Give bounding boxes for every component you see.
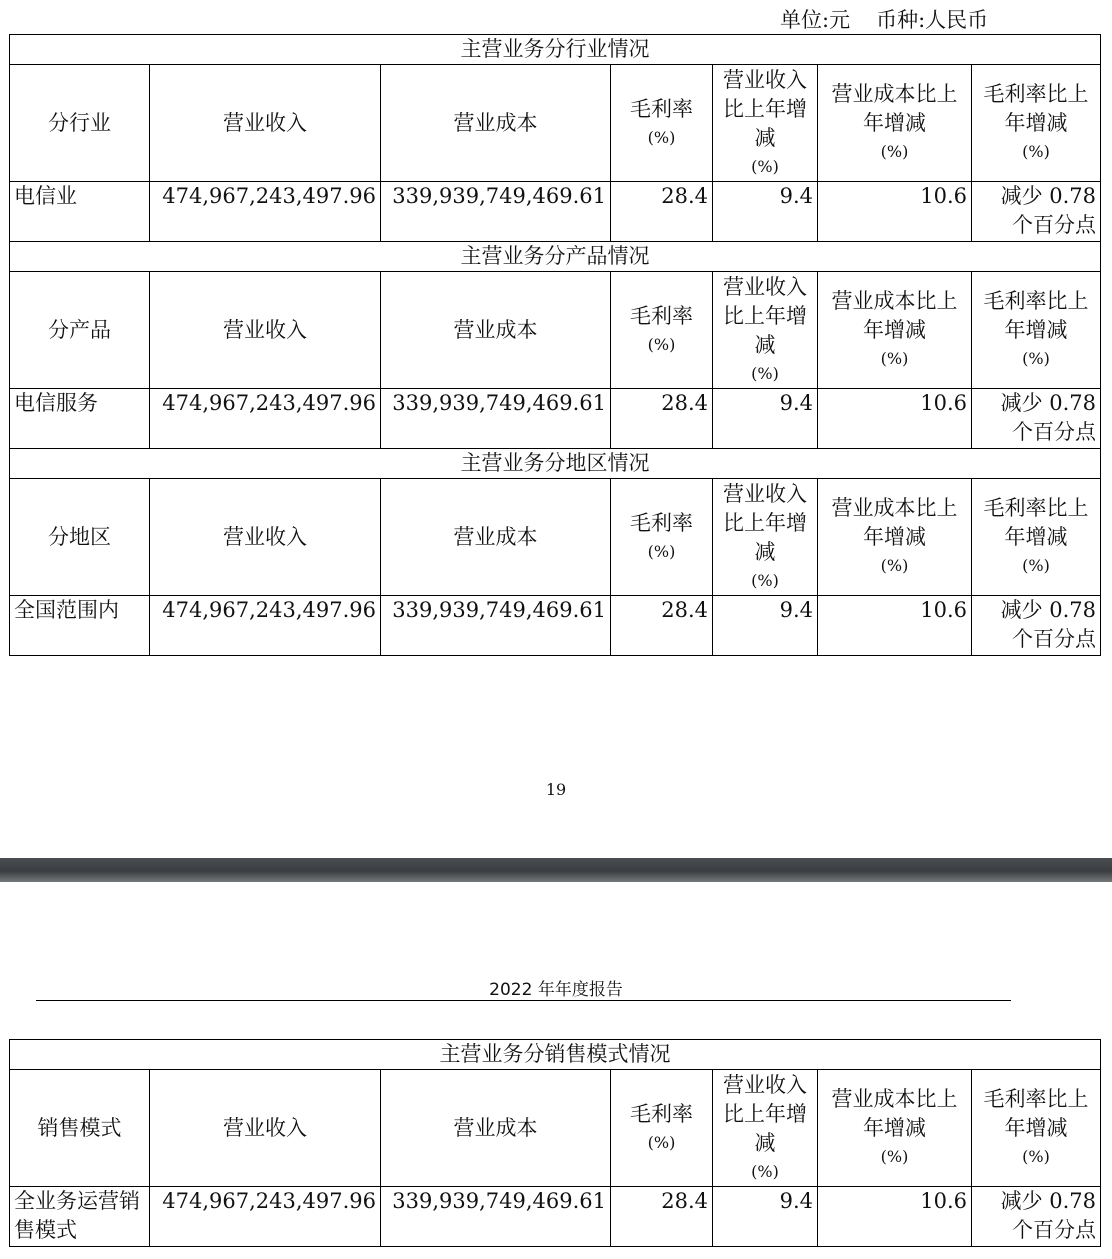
- page-number: 19: [545, 780, 567, 799]
- margin-header: [611, 479, 713, 596]
- header-row: [10, 1070, 1101, 1187]
- unit-label: 单位:元: [780, 8, 851, 32]
- rev-change-value: 9.4: [713, 182, 818, 242]
- header-rule: [36, 1000, 1011, 1001]
- rev-change-value: 9.4: [713, 1187, 818, 1247]
- margin-change-header: [972, 65, 1101, 182]
- cost-change-value: 10.6: [818, 389, 972, 449]
- margin-change-header-label: 毛利率比上年增减: [983, 496, 1089, 549]
- margin-change-header: [972, 479, 1101, 596]
- page-divider: [0, 858, 1112, 882]
- cost-value: 339,939,749,469.61: [381, 1187, 611, 1247]
- table-row: [10, 596, 1101, 656]
- margin-change-header-unit: (%): [1022, 142, 1050, 161]
- revenue-header: 营业收入: [150, 272, 381, 389]
- margin-change-value: 减少 0.78 个百分点: [972, 182, 1101, 242]
- cost-change-header-unit: (%): [880, 349, 909, 368]
- rev-change-header-label: 营业收入比上年增减: [723, 67, 807, 150]
- margin-header-label: 毛利率: [630, 96, 693, 121]
- margin-value: 28.4: [611, 1187, 713, 1247]
- rev-change-header: [713, 1070, 818, 1187]
- rev-change-header-label: 营业收入比上年增减: [723, 1072, 807, 1155]
- header-row: [10, 272, 1101, 389]
- rev-change-header-unit: (%): [751, 363, 779, 383]
- rev-change-header: [713, 65, 818, 182]
- cost-change-header: [818, 65, 972, 182]
- row-name: 电信服务: [10, 389, 150, 449]
- margin-change-value: 减少 0.78 个百分点: [972, 1187, 1101, 1247]
- cost-change-header-unit: (%): [880, 142, 909, 161]
- margin-header-label: 毛利率: [630, 1101, 693, 1126]
- rev-change-value: 9.4: [713, 596, 818, 656]
- rev-change-header-label: 营业收入比上年增减: [723, 274, 807, 357]
- cost-change-value: 10.6: [818, 596, 972, 656]
- margin-change-header-label: 毛利率比上年增减: [983, 82, 1089, 135]
- margin-header-label: 毛利率: [630, 510, 693, 535]
- rev-change-header: [713, 272, 818, 389]
- cost-change-header-unit: (%): [880, 1147, 909, 1166]
- rev-change-header-unit: (%): [751, 156, 779, 176]
- cost-header: 营业成本: [381, 1070, 611, 1187]
- cost-header: 营业成本: [381, 479, 611, 596]
- cost-change-header-label: 营业成本比上年增减: [831, 289, 958, 342]
- row-name: 全国范围内: [10, 596, 150, 656]
- margin-header-label: 毛利率: [630, 303, 693, 328]
- revenue-value: 474,967,243,497.96: [150, 596, 381, 656]
- cost-change-header: [818, 272, 972, 389]
- margin-change-header: [972, 272, 1101, 389]
- cost-value: 339,939,749,469.61: [381, 182, 611, 242]
- cost-change-header: [818, 1070, 972, 1187]
- revenue-value: 474,967,243,497.96: [150, 1187, 381, 1247]
- table-row: [10, 389, 1101, 449]
- margin-change-header-unit: (%): [1022, 556, 1050, 575]
- margin-header-unit: (%): [647, 334, 676, 354]
- margin-value: 28.4: [611, 596, 713, 656]
- margin-change-header-unit: (%): [1022, 349, 1050, 368]
- report-title: 2022 年年度报告: [489, 980, 623, 1000]
- margin-header-unit: (%): [647, 127, 676, 147]
- margin-header-unit: (%): [647, 1132, 676, 1152]
- margin-change-header: [972, 1070, 1101, 1187]
- rev-change-header-unit: (%): [751, 1161, 779, 1181]
- rev-change-header-label: 营业收入比上年增减: [723, 481, 807, 564]
- cost-change-header-label: 营业成本比上年增减: [831, 1087, 958, 1140]
- table-row: [10, 1187, 1101, 1247]
- cost-value: 339,939,749,469.61: [381, 596, 611, 656]
- cost-change-header-label: 营业成本比上年增减: [831, 82, 958, 135]
- revenue-value: 474,967,243,497.96: [150, 182, 381, 242]
- section-title-product: 主营业务分产品情况: [10, 242, 1101, 272]
- margin-change-value: 减少 0.78 个百分点: [972, 596, 1101, 656]
- cost-header: 营业成本: [381, 65, 611, 182]
- revenue-value: 474,967,243,497.96: [150, 389, 381, 449]
- cost-change-value: 10.6: [818, 182, 972, 242]
- sales-mode-table: [9, 1039, 1101, 1247]
- margin-header-unit: (%): [647, 541, 676, 561]
- header-row: [10, 479, 1101, 596]
- margin-header: [611, 1070, 713, 1187]
- cost-value: 339,939,749,469.61: [381, 389, 611, 449]
- revenue-header: 营业收入: [150, 65, 381, 182]
- cost-header: 营业成本: [381, 272, 611, 389]
- dimension-header: 分行业: [10, 65, 150, 182]
- margin-value: 28.4: [611, 182, 713, 242]
- unit-currency-line: [780, 4, 988, 34]
- rev-change-header-unit: (%): [751, 570, 779, 590]
- row-name: 电信业: [10, 182, 150, 242]
- row-name: 全业务运营销售模式: [10, 1187, 150, 1247]
- margin-change-header-unit: (%): [1022, 1147, 1050, 1166]
- rev-change-header: [713, 479, 818, 596]
- currency-label: 币种:人民币: [876, 8, 989, 32]
- revenue-header: 营业收入: [150, 479, 381, 596]
- section-title-region: 主营业务分地区情况: [10, 449, 1101, 479]
- cost-change-header-label: 营业成本比上年增减: [831, 496, 958, 549]
- dimension-header: 销售模式: [10, 1070, 150, 1187]
- header-row: [10, 65, 1101, 182]
- margin-header: [611, 272, 713, 389]
- cost-change-header-unit: (%): [880, 556, 909, 575]
- rev-change-value: 9.4: [713, 389, 818, 449]
- revenue-header: 营业收入: [150, 1070, 381, 1187]
- cost-change-header: [818, 479, 972, 596]
- table-row: [10, 182, 1101, 242]
- margin-change-header-label: 毛利率比上年增减: [983, 1087, 1089, 1140]
- dimension-header: 分地区: [10, 479, 150, 596]
- section-title-sales-mode: 主营业务分销售模式情况: [10, 1040, 1101, 1070]
- cost-change-value: 10.6: [818, 1187, 972, 1247]
- margin-value: 28.4: [611, 389, 713, 449]
- margin-header: [611, 65, 713, 182]
- margin-change-value: 减少 0.78 个百分点: [972, 389, 1101, 449]
- section-title-industry: 主营业务分行业情况: [10, 35, 1101, 65]
- main-business-table: [9, 34, 1101, 656]
- dimension-header: 分产品: [10, 272, 150, 389]
- margin-change-header-label: 毛利率比上年增减: [983, 289, 1089, 342]
